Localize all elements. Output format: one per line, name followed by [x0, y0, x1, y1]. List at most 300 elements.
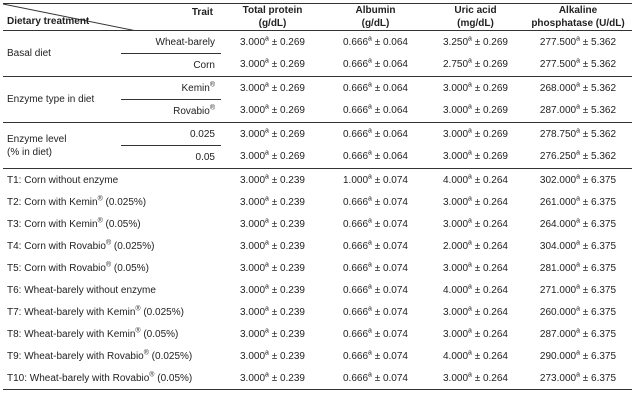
group-label	[3, 31, 121, 77]
significance-letter: a	[576, 195, 580, 203]
standard-error: 0.074	[382, 372, 408, 384]
standard-error: 0.239	[279, 350, 305, 362]
value-cell	[524, 191, 632, 213]
standard-error: 0.264	[482, 196, 508, 208]
plus-minus-sign: ±	[268, 372, 280, 384]
standard-error: 0.264	[482, 328, 508, 340]
standard-error: 0.064	[382, 82, 408, 94]
significance-letter: a	[265, 305, 269, 313]
value-cell	[324, 367, 427, 390]
mean-value: 3.000	[239, 350, 266, 362]
standard-error: 0.264	[482, 306, 508, 318]
plus-minus-sign: ±	[471, 36, 483, 48]
mean-value: 3.000	[239, 128, 266, 140]
treatment-name: T8: Wheat-barely with Kemin	[7, 328, 136, 340]
significance-letter: a	[576, 239, 580, 247]
subgroup-text: 0.025	[189, 128, 215, 140]
significance-letter: a	[265, 195, 269, 203]
mean-value: 0.666	[342, 128, 369, 140]
treatment-name: T5: Corn with Rovabio	[7, 262, 106, 274]
treatment-name: T1: Corn without enzyme	[7, 174, 119, 186]
mean-value: 3.000	[239, 59, 266, 71]
plus-minus-sign: ±	[579, 59, 592, 71]
table-row	[3, 77, 632, 100]
standard-error: 6.375	[591, 372, 617, 384]
significance-letter: a	[468, 217, 472, 225]
significance-letter: a	[576, 127, 580, 135]
standard-error: 6.375	[591, 218, 617, 230]
significance-letter: a	[265, 239, 269, 247]
mean-value: 3.000	[442, 372, 469, 384]
mean-value: 287.000	[539, 328, 577, 340]
value-cell	[221, 77, 324, 100]
treatment-level: (0.025%)	[140, 306, 184, 318]
treatment-label	[3, 257, 221, 279]
value-cell	[324, 146, 427, 169]
standard-error: 0.239	[279, 306, 305, 318]
plus-minus-sign: ±	[579, 284, 592, 296]
significance-letter: a	[368, 35, 372, 43]
standard-error: 0.064	[382, 36, 408, 48]
significance-letter: a	[576, 349, 580, 357]
significance-letter: a	[468, 127, 472, 135]
significance-letter: a	[265, 103, 269, 111]
standard-error: 0.074	[382, 262, 408, 274]
value-cell	[524, 345, 632, 367]
mean-value: 3.000	[239, 105, 266, 117]
mean-value: 273.000	[539, 372, 577, 384]
value-cell	[427, 169, 524, 192]
standard-error: 0.239	[279, 196, 305, 208]
mean-value: 0.666	[342, 240, 369, 252]
plus-minus-sign: ±	[268, 306, 280, 318]
plus-minus-sign: ±	[579, 262, 592, 274]
plus-minus-sign: ±	[371, 174, 383, 186]
mean-value: 2.750	[442, 59, 469, 71]
significance-letter: a	[265, 35, 269, 43]
registered-mark: ®	[149, 371, 155, 379]
plus-minus-sign: ±	[268, 284, 280, 296]
standard-error: 0.074	[382, 350, 408, 362]
significance-letter: a	[368, 283, 372, 291]
mean-value: 3.000	[239, 262, 266, 274]
mean-value: 277.500	[539, 59, 577, 71]
value-cell	[221, 169, 324, 192]
significance-letter: a	[265, 349, 269, 357]
value-cell	[427, 191, 524, 213]
mean-value: 3.000	[239, 218, 266, 230]
value-cell	[524, 100, 632, 123]
subgroup-label	[121, 31, 221, 54]
treatment-label	[3, 367, 221, 390]
significance-letter: a	[576, 217, 580, 225]
mean-value: 290.000	[539, 350, 577, 362]
mean-value: 261.000	[539, 196, 577, 208]
value-cell	[324, 257, 427, 279]
significance-letter: a	[576, 103, 580, 111]
value-cell	[524, 323, 632, 345]
mean-value: 277.500	[539, 36, 577, 48]
plus-minus-sign: ±	[268, 128, 280, 140]
treatment-name: T10: Wheat-barely with Rovabio	[7, 372, 150, 384]
standard-error: 6.375	[591, 174, 617, 186]
plus-minus-sign: ±	[371, 350, 383, 362]
treatment-label	[3, 279, 221, 301]
plus-minus-sign: ±	[268, 350, 280, 362]
significance-letter: a	[468, 149, 472, 157]
value-cell	[324, 235, 427, 257]
standard-error: 0.269	[279, 82, 305, 94]
header-albumin-line2: (g/dL)	[361, 18, 390, 29]
plus-minus-sign: ±	[579, 350, 592, 362]
value-cell	[427, 235, 524, 257]
treatment-label	[3, 301, 221, 323]
value-cell	[427, 123, 524, 146]
results-table	[3, 3, 632, 390]
standard-error: 0.269	[279, 151, 305, 163]
significance-letter: a	[576, 371, 580, 379]
significance-letter: a	[468, 349, 472, 357]
header-albumin-line1: Albumin	[355, 5, 396, 16]
value-cell	[427, 146, 524, 169]
treatment-row	[3, 257, 632, 279]
plus-minus-sign: ±	[371, 372, 383, 384]
subgroup-text: Rovabio	[173, 105, 210, 117]
plus-minus-sign: ±	[371, 284, 383, 296]
mean-value: 0.666	[342, 59, 369, 71]
significance-letter: a	[576, 305, 580, 313]
mean-value: 4.000	[442, 350, 469, 362]
mean-value: 0.666	[342, 36, 369, 48]
table-row	[3, 123, 632, 146]
mean-value: 0.666	[342, 262, 369, 274]
value-cell	[221, 146, 324, 169]
plus-minus-sign: ±	[471, 262, 483, 274]
mean-value: 3.000	[442, 306, 469, 318]
value-cell	[221, 367, 324, 390]
value-cell	[221, 31, 324, 54]
plus-minus-sign: ±	[371, 196, 383, 208]
treatment-name: T2: Corn with Kemin	[7, 196, 98, 208]
header-alkaline-phosphatase	[524, 4, 632, 31]
significance-letter: a	[368, 305, 372, 313]
value-cell	[524, 301, 632, 323]
group-label	[3, 123, 121, 169]
mean-value: 0.666	[342, 306, 369, 318]
plus-minus-sign: ±	[579, 151, 592, 163]
mean-value: 3.000	[442, 218, 469, 230]
plus-minus-sign: ±	[471, 151, 483, 163]
table-row	[3, 31, 632, 54]
plus-minus-sign: ±	[268, 151, 280, 163]
mean-value: 0.666	[342, 284, 369, 296]
standard-error: 0.239	[279, 240, 305, 252]
mean-value: 0.666	[342, 328, 369, 340]
plus-minus-sign: ±	[579, 328, 592, 340]
value-cell	[524, 213, 632, 235]
mean-value: 0.666	[342, 82, 369, 94]
plus-minus-sign: ±	[471, 59, 483, 71]
significance-letter: a	[368, 173, 372, 181]
treatment-level: (0.025%)	[102, 196, 147, 208]
standard-error: 0.074	[382, 240, 408, 252]
subgroup-text: Kemin	[181, 82, 210, 94]
treatment-level: (0.05%)	[154, 372, 193, 384]
significance-letter: a	[468, 81, 472, 89]
significance-letter: a	[576, 261, 580, 269]
significance-letter: a	[368, 103, 372, 111]
mean-value: 3.000	[239, 328, 266, 340]
significance-letter: a	[265, 217, 269, 225]
plus-minus-sign: ±	[268, 218, 280, 230]
treatment-name: T4: Corn with Rovabio	[7, 240, 106, 252]
standard-error: 6.375	[591, 306, 617, 318]
significance-letter: a	[265, 283, 269, 291]
treatment-label	[3, 323, 221, 345]
registered-mark: ®	[97, 217, 103, 225]
subgroup-label	[121, 123, 221, 146]
value-cell	[324, 169, 427, 192]
mean-value: 0.666	[342, 105, 369, 117]
value-cell	[221, 191, 324, 213]
treatment-row	[3, 191, 632, 213]
mean-value: 3.000	[442, 262, 469, 274]
mean-value: 4.000	[442, 284, 469, 296]
significance-letter: a	[576, 173, 580, 181]
significance-letter: a	[576, 57, 580, 65]
significance-letter: a	[265, 327, 269, 335]
plus-minus-sign: ±	[471, 306, 483, 318]
mean-value: 3.000	[442, 105, 469, 117]
treatment-row	[3, 323, 632, 345]
mean-value: 3.000	[442, 128, 469, 140]
value-cell	[221, 279, 324, 301]
registered-mark: ®	[135, 305, 141, 313]
plus-minus-sign: ±	[371, 240, 383, 252]
mean-value: 0.666	[342, 151, 369, 163]
significance-letter: a	[468, 173, 472, 181]
plus-minus-sign: ±	[579, 82, 592, 94]
mean-value: 304.000	[539, 240, 577, 252]
plus-minus-sign: ±	[579, 372, 592, 384]
mean-value: 281.000	[539, 262, 577, 274]
value-cell	[324, 123, 427, 146]
plus-minus-sign: ±	[371, 306, 383, 318]
group-label-line2: (% in diet)	[7, 146, 53, 158]
treatment-name: T6: Wheat-barely without enzyme	[7, 284, 156, 296]
significance-letter: a	[468, 371, 472, 379]
group-label-line1: Enzyme level	[7, 133, 67, 145]
significance-letter: a	[265, 261, 269, 269]
standard-error: 0.239	[279, 328, 305, 340]
mean-value: 3.000	[239, 284, 266, 296]
plus-minus-sign: ±	[371, 105, 383, 117]
value-cell	[324, 301, 427, 323]
registered-mark: ®	[209, 81, 215, 89]
plus-minus-sign: ±	[371, 36, 383, 48]
value-cell	[427, 100, 524, 123]
mean-value: 0.666	[342, 218, 369, 230]
value-cell	[524, 31, 632, 54]
plus-minus-sign: ±	[371, 82, 383, 94]
treatment-label	[3, 213, 221, 235]
plus-minus-sign: ±	[471, 128, 483, 140]
standard-error: 5.362	[591, 128, 617, 140]
mean-value: 3.000	[239, 372, 266, 384]
significance-letter: a	[265, 173, 269, 181]
significance-letter: a	[468, 261, 472, 269]
plus-minus-sign: ±	[579, 174, 592, 186]
value-cell	[427, 279, 524, 301]
header-alkaline-line1: Alkaline	[558, 5, 598, 16]
plus-minus-sign: ±	[579, 218, 592, 230]
treatment-label	[3, 345, 221, 367]
plus-minus-sign: ±	[268, 174, 280, 186]
group-label	[3, 77, 121, 123]
subgroup-label	[121, 100, 221, 123]
value-cell	[427, 54, 524, 77]
subgroup-text: Corn	[193, 59, 215, 71]
mean-value: 2.000	[442, 240, 469, 252]
header-trait-label: Trait	[191, 7, 213, 18]
standard-error: 0.074	[382, 328, 408, 340]
standard-error: 0.269	[279, 59, 305, 71]
significance-letter: a	[265, 81, 269, 89]
significance-letter: a	[576, 81, 580, 89]
standard-error: 0.269	[482, 82, 508, 94]
significance-letter: a	[265, 149, 269, 157]
registered-mark: ®	[97, 195, 103, 203]
plus-minus-sign: ±	[371, 151, 383, 163]
treatment-row	[3, 345, 632, 367]
value-cell	[221, 323, 324, 345]
plus-minus-sign: ±	[268, 59, 280, 71]
significance-letter: a	[468, 57, 472, 65]
significance-letter: a	[576, 283, 580, 291]
treatment-label	[3, 191, 221, 213]
mean-value: 276.250	[539, 151, 577, 163]
value-cell	[427, 323, 524, 345]
standard-error: 0.264	[482, 174, 508, 186]
value-cell	[427, 257, 524, 279]
mean-value: 3.250	[442, 36, 469, 48]
value-cell	[324, 323, 427, 345]
significance-letter: a	[368, 327, 372, 335]
significance-letter: a	[368, 261, 372, 269]
value-cell	[524, 77, 632, 100]
value-cell	[221, 301, 324, 323]
value-cell	[524, 169, 632, 192]
value-cell	[427, 31, 524, 54]
standard-error: 0.239	[279, 174, 305, 186]
significance-letter: a	[368, 239, 372, 247]
mean-value: 3.000	[239, 240, 266, 252]
mean-value: 1.000	[342, 174, 369, 186]
standard-error: 0.269	[482, 151, 508, 163]
value-cell	[524, 235, 632, 257]
plus-minus-sign: ±	[471, 372, 483, 384]
plus-minus-sign: ±	[471, 105, 483, 117]
significance-letter: a	[265, 371, 269, 379]
value-cell	[324, 279, 427, 301]
standard-error: 0.269	[279, 128, 305, 140]
standard-error: 0.074	[382, 174, 408, 186]
registered-mark: ®	[209, 104, 215, 112]
plus-minus-sign: ±	[471, 174, 483, 186]
standard-error: 0.264	[482, 240, 508, 252]
significance-letter: a	[368, 57, 372, 65]
value-cell	[324, 345, 427, 367]
plus-minus-sign: ±	[268, 196, 280, 208]
registered-mark: ®	[105, 261, 112, 269]
significance-letter: a	[368, 81, 372, 89]
value-cell	[427, 77, 524, 100]
significance-letter: a	[368, 349, 372, 357]
mean-value: 260.000	[539, 306, 577, 318]
significance-letter: a	[265, 57, 269, 65]
group-label-text: Basal diet	[7, 48, 51, 59]
standard-error: 0.269	[482, 59, 508, 71]
significance-letter: a	[468, 35, 472, 43]
mean-value: 271.000	[539, 284, 577, 296]
plus-minus-sign: ±	[268, 240, 280, 252]
standard-error: 0.064	[382, 105, 408, 117]
subgroup-label	[121, 77, 221, 100]
header-uric-acid	[427, 4, 524, 31]
significance-letter: a	[368, 149, 372, 157]
header-total-protein-line2: (g/dL)	[258, 18, 287, 29]
standard-error: 0.074	[382, 218, 408, 230]
standard-error: 0.239	[279, 372, 305, 384]
significance-letter: a	[468, 103, 472, 111]
treatment-label	[3, 169, 221, 192]
mean-value: 3.000	[442, 82, 469, 94]
header-total-protein	[221, 4, 324, 31]
treatment-name: T9: Wheat-barely with Rovabio	[7, 350, 144, 362]
mean-value: 264.000	[539, 218, 577, 230]
significance-letter: a	[368, 217, 372, 225]
value-cell	[221, 345, 324, 367]
mean-value: 268.000	[539, 82, 577, 94]
standard-error: 0.269	[279, 105, 305, 117]
standard-error: 0.239	[279, 284, 305, 296]
value-cell	[324, 100, 427, 123]
value-cell	[221, 235, 324, 257]
value-cell	[427, 301, 524, 323]
standard-error: 6.375	[591, 240, 617, 252]
standard-error: 0.064	[382, 59, 408, 71]
plus-minus-sign: ±	[579, 105, 592, 117]
subgroup-text: 0.05	[195, 151, 215, 163]
standard-error: 5.362	[591, 151, 617, 163]
standard-error: 0.074	[382, 306, 408, 318]
plus-minus-sign: ±	[579, 306, 592, 318]
treatment-name: T7: Wheat-barely with Kemin	[7, 306, 136, 318]
mean-value: 278.750	[539, 128, 577, 140]
registered-mark: ®	[143, 349, 149, 357]
plus-minus-sign: ±	[471, 82, 483, 94]
significance-letter: a	[368, 127, 372, 135]
registered-mark: ®	[105, 239, 112, 247]
value-cell	[221, 257, 324, 279]
mean-value: 0.666	[342, 196, 369, 208]
header-albumin	[324, 4, 427, 31]
plus-minus-sign: ±	[579, 36, 592, 48]
value-cell	[221, 213, 324, 235]
standard-error: 6.375	[591, 262, 617, 274]
treatment-row	[3, 213, 632, 235]
standard-error: 0.064	[382, 151, 408, 163]
